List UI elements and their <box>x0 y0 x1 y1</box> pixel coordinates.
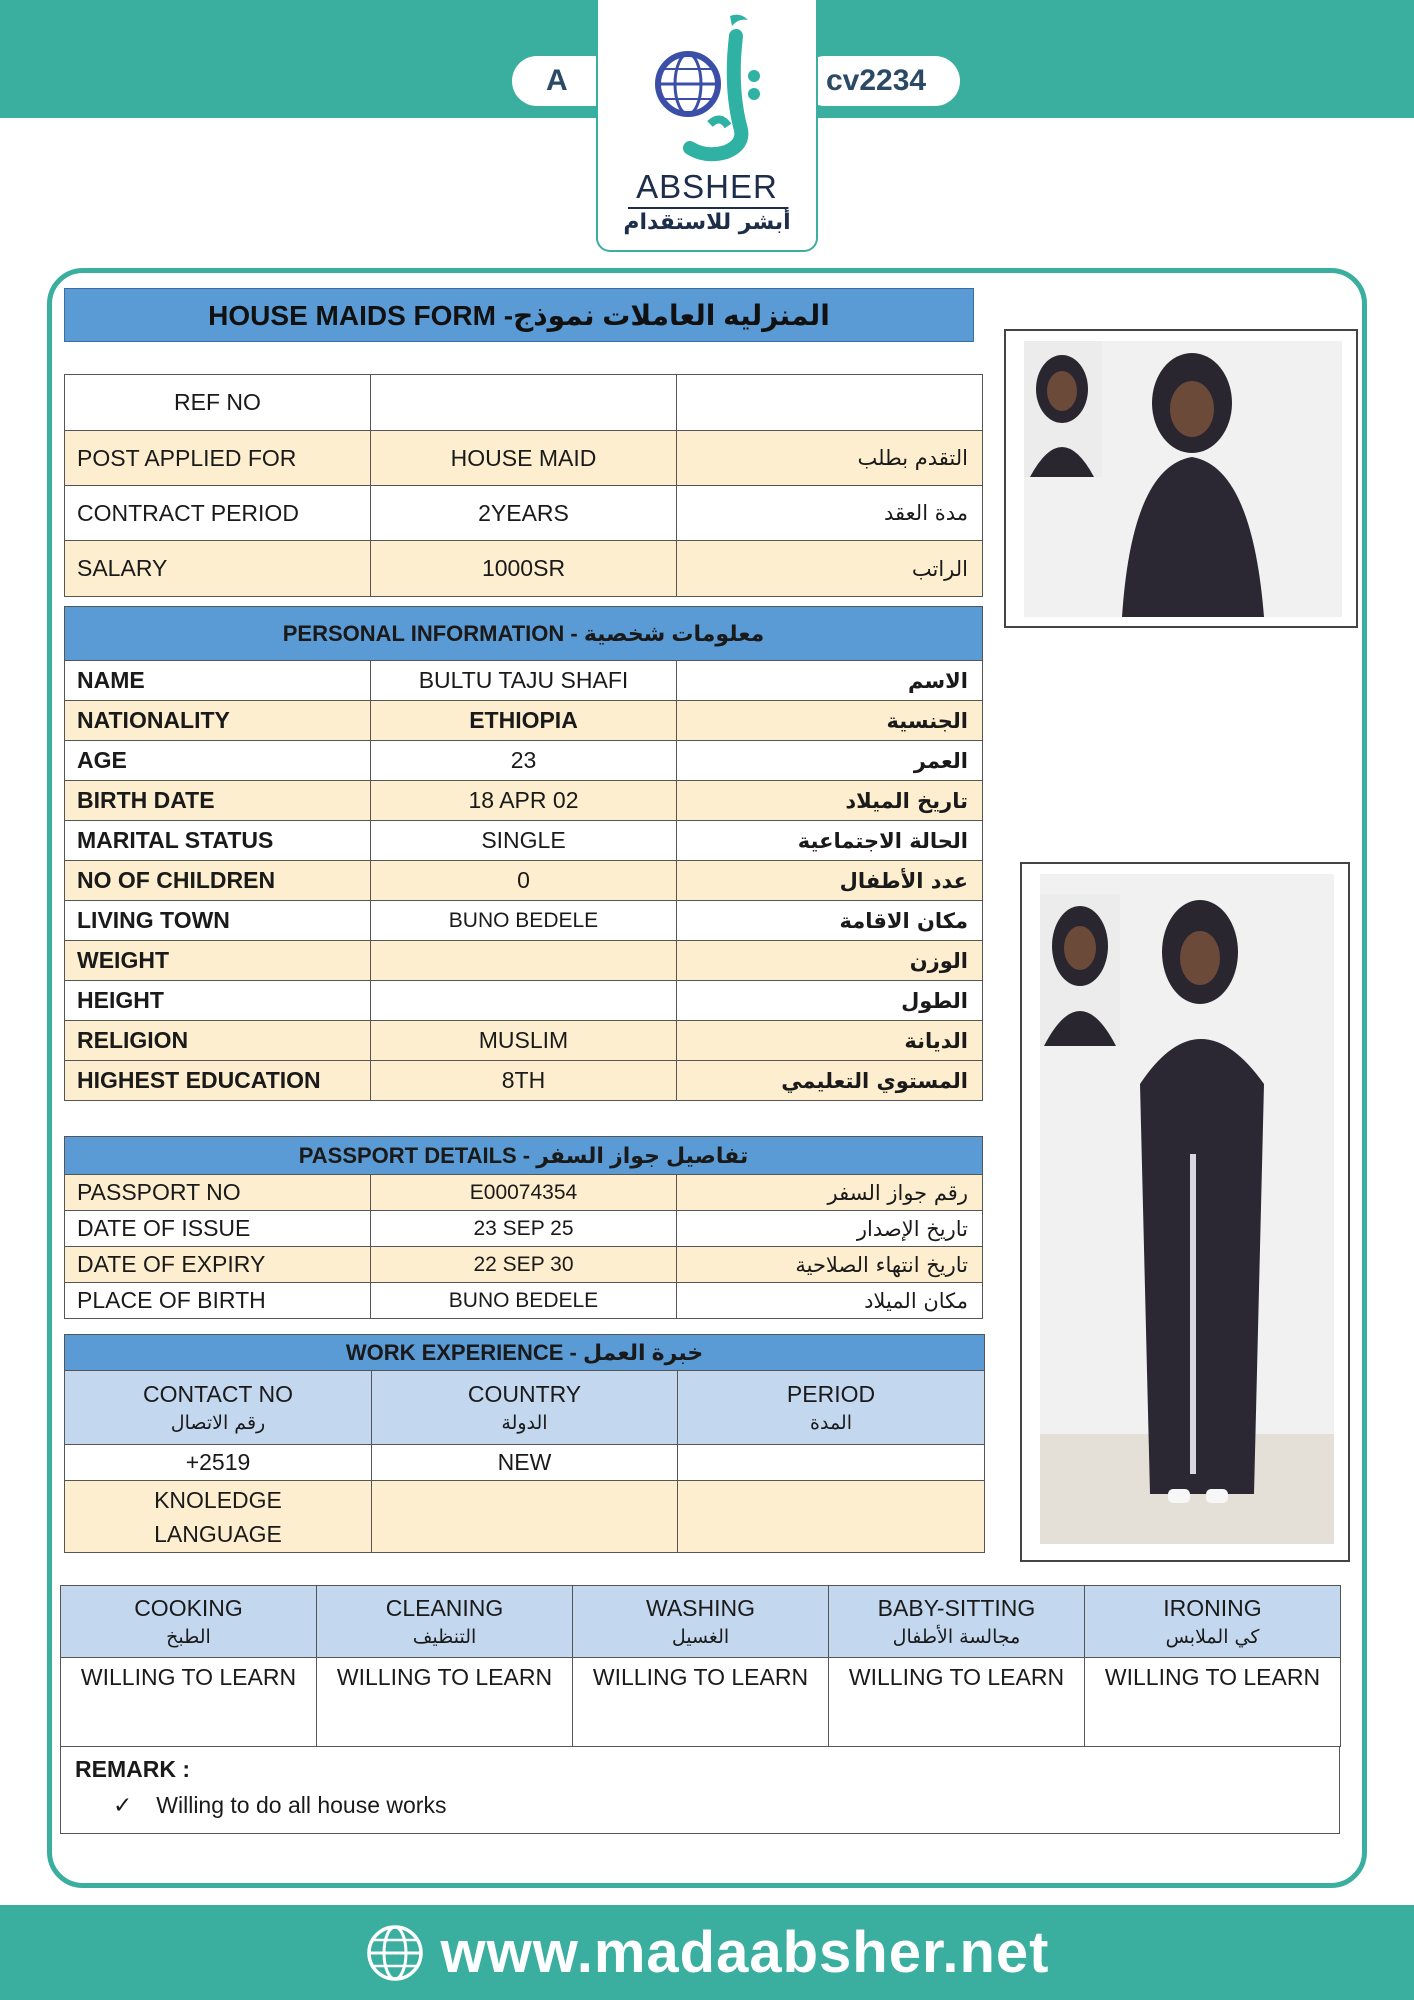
table-row <box>65 1175 983 1211</box>
remark-section <box>60 1746 1340 1834</box>
table-row <box>65 901 983 941</box>
nationality-label: NATIONALITY <box>65 701 371 741</box>
knowledge-label: KNOLEDGE <box>154 1486 282 1513</box>
contract-arabic: مدة العقد <box>677 486 983 541</box>
country-arabic: الدولة <box>501 1412 548 1434</box>
table-row <box>65 1247 983 1283</box>
skills-table <box>60 1585 1341 1747</box>
table-row <box>65 821 983 861</box>
washing-label: WASHING <box>645 1595 756 1621</box>
table-row <box>65 1211 983 1247</box>
table-row <box>65 1371 985 1445</box>
marital-status-value: SINGLE <box>371 821 677 861</box>
table-row <box>65 1283 983 1319</box>
expiry-date-label: DATE OF EXPIRY <box>65 1247 371 1283</box>
education-label: HIGHEST EDUCATION <box>65 1061 371 1101</box>
cooking-column <box>61 1586 317 1658</box>
passport-header: PASSPORT DETAILS - تفاصيل جواز السفر <box>65 1137 983 1175</box>
ironing-column <box>1085 1586 1341 1658</box>
contact-no-value: +2519 <box>65 1445 372 1481</box>
nationality-value: ETHIOPIA <box>371 701 677 741</box>
country-label: COUNTRY <box>467 1381 582 1407</box>
weight-value <box>371 941 677 981</box>
language-label: LANGUAGE <box>154 1520 282 1547</box>
children-arabic: عدد الأطفال <box>677 861 983 901</box>
marital-status-arabic: الحالة الاجتماعية <box>677 821 983 861</box>
religion-label: RELIGION <box>65 1021 371 1061</box>
cleaning-column <box>317 1586 573 1658</box>
table-row <box>65 486 983 541</box>
nationality-arabic: الجنسية <box>677 701 983 741</box>
portrait-photo <box>1004 329 1358 628</box>
birth-place-value: BUNO BEDELE <box>371 1283 677 1319</box>
education-value: 8TH <box>371 1061 677 1101</box>
name-value: BULTU TAJU SHAFI <box>371 661 677 701</box>
period-value <box>678 1445 985 1481</box>
cv-code: cv2234 <box>826 64 927 97</box>
period-arabic: المدة <box>810 1412 852 1434</box>
washing-value: WILLING TO LEARN <box>573 1658 829 1747</box>
table-row <box>65 1481 985 1553</box>
passport-no-value: E00074354 <box>371 1175 677 1211</box>
issue-date-value: 23 SEP 25 <box>371 1211 677 1247</box>
period-column <box>678 1371 985 1445</box>
remark-title: REMARK : <box>75 1756 190 1782</box>
cleaning-label: CLEANING <box>385 1595 504 1621</box>
work-experience-table <box>64 1334 985 1553</box>
contact-no-label: CONTACT NO <box>143 1381 293 1407</box>
full-body-photo <box>1020 862 1350 1562</box>
birth-date-label: BIRTH DATE <box>65 781 371 821</box>
table-row <box>65 981 983 1021</box>
full-body-figure-icon <box>1040 874 1334 1544</box>
language-knowledge-cell <box>65 1481 372 1553</box>
table-header-row <box>65 1137 983 1175</box>
living-town-value: BUNO BEDELE <box>371 901 677 941</box>
form-letter: A <box>546 64 568 97</box>
birth-date-arabic: تاريخ الميلاد <box>677 781 983 821</box>
job-info-table <box>64 374 983 597</box>
table-row <box>65 1061 983 1101</box>
name-arabic: الاسم <box>677 661 983 701</box>
ref-no-value <box>371 375 677 431</box>
washing-arabic: الغسيل <box>671 1626 730 1648</box>
cooking-value: WILLING TO LEARN <box>61 1658 317 1747</box>
passport-no-label: PASSPORT NO <box>65 1175 371 1211</box>
weight-label: WEIGHT <box>65 941 371 981</box>
logo-arabic-text: أبشر للاستقدام <box>623 210 791 235</box>
washing-column <box>573 1586 829 1658</box>
height-arabic: الطول <box>677 981 983 1021</box>
ironing-label: IRONING <box>1163 1595 1262 1621</box>
post-arabic: التقدم بطلب <box>677 431 983 486</box>
post-value: HOUSE MAID <box>371 431 677 486</box>
cleaning-value: WILLING TO LEARN <box>317 1658 573 1747</box>
salary-value: 1000SR <box>371 541 677 597</box>
passport-details-table <box>64 1136 983 1319</box>
personal-info-table <box>64 606 983 1101</box>
cv-code-badge <box>800 56 960 106</box>
age-value: 23 <box>371 741 677 781</box>
logo-divider <box>628 207 788 209</box>
children-value: 0 <box>371 861 677 901</box>
table-row <box>65 1445 985 1481</box>
remark-item <box>113 1792 446 1819</box>
country-column <box>372 1371 678 1445</box>
living-town-arabic: مكان الاقامة <box>677 901 983 941</box>
age-label: AGE <box>65 741 371 781</box>
religion-value: MUSLIM <box>371 1021 677 1061</box>
work-experience-header: WORK EXPERIENCE - خبرة العمل <box>65 1335 985 1371</box>
table-row <box>65 661 983 701</box>
baby-sitting-value: WILLING TO LEARN <box>829 1658 1085 1747</box>
table-row <box>61 1586 1341 1658</box>
globe-emblem-icon <box>650 6 768 166</box>
issue-date-arabic: تاريخ الإصدار <box>677 1211 983 1247</box>
cooking-label: COOKING <box>134 1595 243 1621</box>
personal-info-header: PERSONAL INFORMATION - معلومات شخصية <box>65 607 983 661</box>
birth-date-value: 18 APR 02 <box>371 781 677 821</box>
table-row <box>65 1021 983 1061</box>
footer-banner <box>0 1905 1414 2000</box>
table-row <box>65 781 983 821</box>
marital-status-label: MARITAL STATUS <box>65 821 371 861</box>
contract-value: 2YEARS <box>371 486 677 541</box>
contract-label: CONTRACT PERIOD <box>65 486 371 541</box>
post-label: POST APPLIED FOR <box>65 431 371 486</box>
portrait-figure-icon <box>1024 341 1342 617</box>
ref-no-label: REF NO <box>65 375 371 431</box>
absher-logo <box>596 0 818 252</box>
living-town-label: LIVING TOWN <box>65 901 371 941</box>
contact-no-arabic: رقم الاتصال <box>170 1412 266 1434</box>
expiry-date-value: 22 SEP 30 <box>371 1247 677 1283</box>
form-title: HOUSE MAIDS FORM -المنزليه العاملات نموذج <box>64 288 974 342</box>
birth-place-arabic: مكان الميلاد <box>677 1283 983 1319</box>
name-label: NAME <box>65 661 371 701</box>
education-arabic: المستوي التعليمي <box>677 1061 983 1101</box>
table-row <box>65 541 983 597</box>
salary-arabic: الراتب <box>677 541 983 597</box>
table-row <box>65 431 983 486</box>
table-row <box>65 375 983 431</box>
remark-text: Willing to do all house works <box>156 1792 447 1818</box>
religion-arabic: الديانة <box>677 1021 983 1061</box>
height-label: HEIGHT <box>65 981 371 1021</box>
issue-date-label: DATE OF ISSUE <box>65 1211 371 1247</box>
birth-place-label: PLACE OF BIRTH <box>65 1283 371 1319</box>
weight-arabic: الوزن <box>677 941 983 981</box>
ironing-arabic: كي الملابس <box>1165 1626 1260 1648</box>
children-label: NO OF CHILDREN <box>65 861 371 901</box>
checkmark-icon: ✓ <box>113 1792 133 1818</box>
language-value <box>372 1481 678 1553</box>
baby-sitting-column <box>829 1586 1085 1658</box>
country-value: NEW <box>372 1445 678 1481</box>
passport-no-arabic: رقم جواز السفر <box>677 1175 983 1211</box>
ref-no-arabic <box>677 375 983 431</box>
table-row <box>65 741 983 781</box>
salary-label: SALARY <box>65 541 371 597</box>
website-link[interactable]: www.madaabsher.net <box>440 1920 1050 1985</box>
table-row <box>65 941 983 981</box>
table-header-row <box>65 1335 985 1371</box>
contact-no-column <box>65 1371 372 1445</box>
baby-sitting-label: BABY-SITTING <box>877 1595 1036 1621</box>
logo-english-text: ABSHER <box>636 168 778 205</box>
baby-sitting-arabic: مجالسة الأطفال <box>892 1626 1021 1648</box>
table-row <box>65 701 983 741</box>
table-row <box>61 1658 1341 1747</box>
height-value <box>371 981 677 1021</box>
expiry-date-arabic: تاريخ انتهاء الصلاحية <box>677 1247 983 1283</box>
ironing-value: WILLING TO LEARN <box>1085 1658 1341 1747</box>
table-row <box>65 861 983 901</box>
age-arabic: العمر <box>677 741 983 781</box>
cooking-arabic: الطبخ <box>166 1626 211 1648</box>
table-header-row <box>65 607 983 661</box>
cleaning-arabic: التنظيف <box>412 1626 477 1648</box>
period-label: PERIOD <box>786 1381 876 1407</box>
globe-icon <box>365 1923 425 1983</box>
language-extra <box>678 1481 985 1553</box>
